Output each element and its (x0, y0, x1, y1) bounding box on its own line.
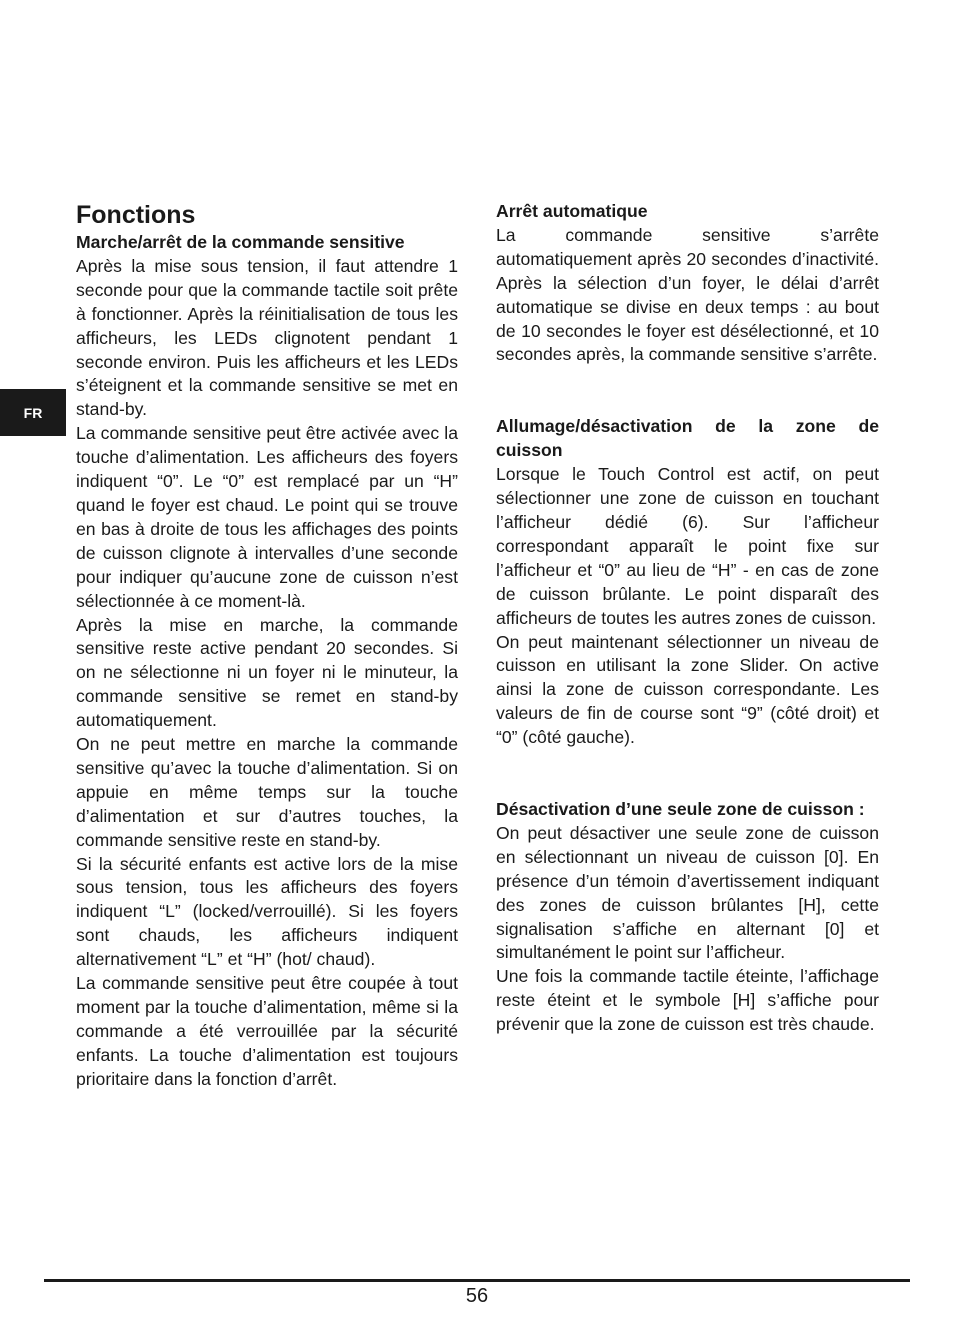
paragraph: Une fois la commande tactile éteinte, l’affichage reste éteint et le symbole [H] s’affiche pour prévenir que la zone de cuisson est très chaude. (496, 966, 879, 1035)
section-heading-zone-deactivation: Désactivation d’une seule zone de cuisson : (496, 799, 865, 820)
paragraph: On peut désactiver une seule zone de cuisson en sélectionnant un niveau de cuisson [0]. En présence d’un témoin d’avertissement indiquant des zones de cuisson brûlantes [H], cette signalisation s’affiche en alternant [0] et simultanément le point sur l’afficheur. (496, 822, 879, 963)
language-tab (0, 389, 66, 436)
section-spacer (496, 750, 879, 798)
paragraph: La commande sensitive s’arrête automatiquement après 20 secondes d’inactivité. Après la sélection d’un foyer, le délai d’arrêt automatique se divise en deux temps : au bout de 10 secondes le foyer est désélectionné, et 10 secondes après, la commande sensitive s’arrête. (496, 224, 879, 365)
section-spacer (496, 367, 879, 415)
footer-divider (44, 1279, 910, 1282)
paragraph: On peut maintenant sélectionner un niveau de cuisson en utilisant la zone Slider. On active ainsi la zone de cuisson correspondante. Les valeurs de fin de course sont “9” (côté droit) et “0” (côté gauche). (496, 631, 879, 748)
paragraph: La commande sensitive peut être coupée à tout moment par la touche d’alimentation, même si la commande a été verrouillée par la sécurité enfants. La touche d’alimentation est toujours prioritaire dans la fonction d’arrêt. (76, 973, 458, 1089)
paragraph: Après la mise sous tension, il faut attendre 1 seconde pour que la commande tactile soit prête à fonctionner. Après la réinitialisation de tous les afficheurs, les LEDs clignotent pendant 1 seconde environ. Puis les afficheurs et les LEDs s’éteignent et la commande sensitive se met en stand-by. (76, 255, 458, 420)
page-title: Fonctions (76, 201, 196, 229)
paragraph: Après la mise en marche, la commande sensitive reste active pendant 20 secondes. Si on ne sélectionne ni un foyer ni le minuteur, la commande sensitive se remet en stand-by automatiquement. (76, 614, 458, 731)
section-heading-auto-off: Arrêt automatique (496, 201, 648, 221)
left-column (76, 199, 458, 1092)
language-tab-label: FR (23, 404, 43, 421)
paragraph: Si la sécurité enfants est active lors de la mise sous tension, tous les afficheurs des foyers indiquent “L” (locked/verrouillé). Si les foyers sont chauds, les afficheurs indiquent alternativement “L” et “H” (hot/ chaud). (76, 853, 458, 970)
paragraph: On ne peut mettre en marche la commande sensitive qu’avec la touche d’alimentation. Si on appuie en même temps sur la touche d’alimentation et sur d’autres touches, la commande sensitive reste en stand-by. (76, 734, 458, 850)
section-heading-sensitive-control: Marche/arrêt de la commande sensitive (76, 232, 405, 252)
paragraph: La commande sensitive peut être activée avec la touche d’alimentation. Les afficheurs des foyers indiquent “0”. Le “0” est remplacé par un “H” quand le foyer est chaud. Le point qui se trouve en bas à droite de tous les affichages des points de cuisson clignote à intervalles d’une seconde pour indiquer qu’aucune zone de cuisson n’est sélectionnée à ce moment-là. (76, 423, 458, 611)
paragraph: Lorsque le Touch Control est actif, on peut sélectionner une zone de cuisson en touchant l’afficheur dédié (6). Sur l’afficheur correspondant apparaît le point fixe sur l’afficheur et “0” au lieu de “H” - en cas de zone de cuisson brûlante. Le point disparaît des afficheurs de toutes les autres zones de cuisson. (496, 464, 879, 628)
right-column (496, 200, 879, 1037)
page-number: 56 (465, 1285, 489, 1307)
section-heading-zone-activation: Allumage/désactivation de la zone de cuisson (496, 416, 879, 461)
